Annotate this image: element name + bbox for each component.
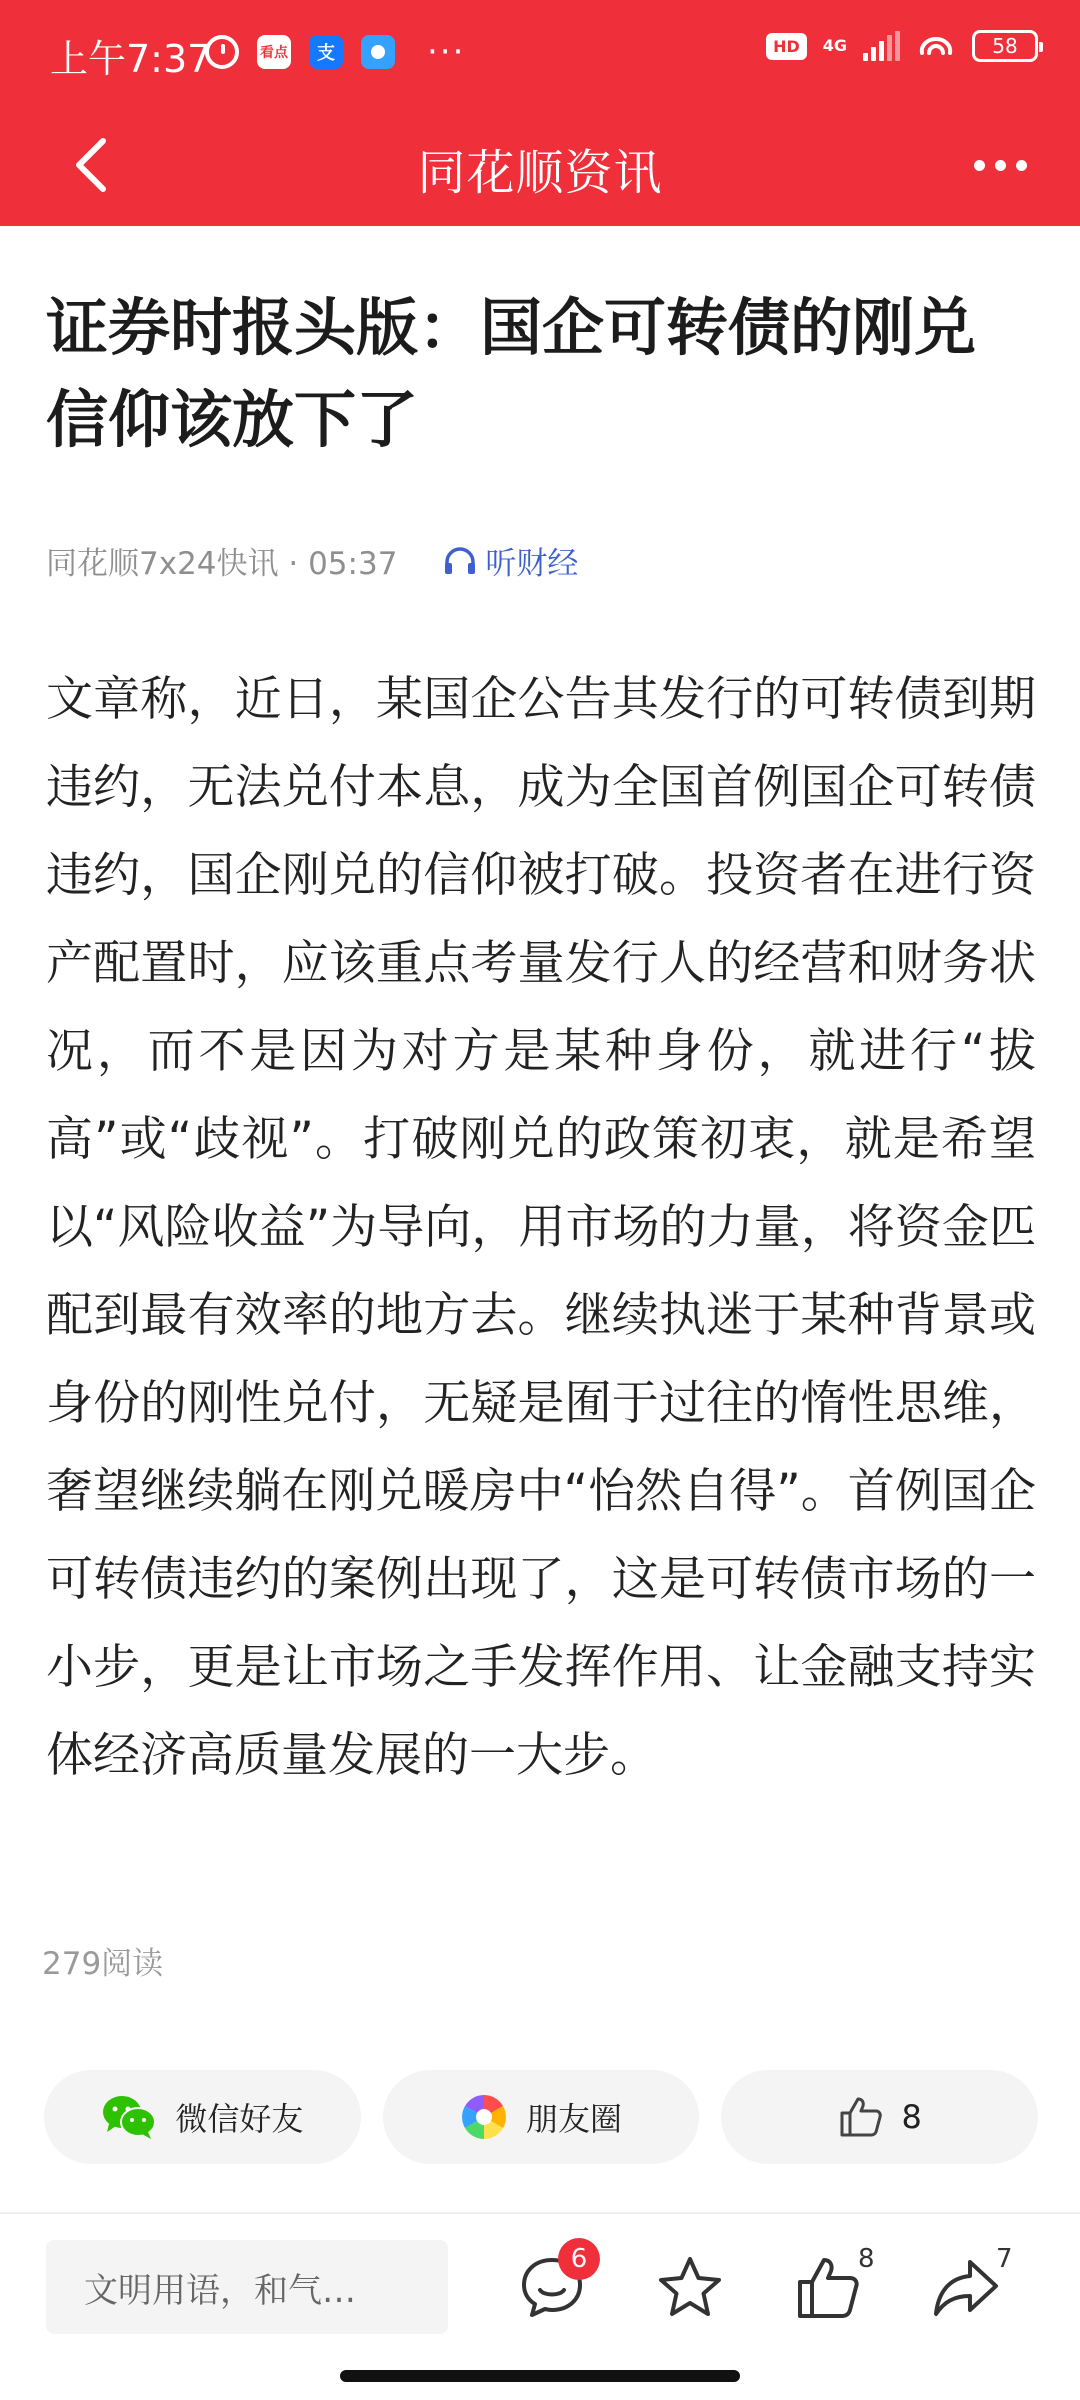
share-moments-button[interactable] xyxy=(383,2070,700,2164)
like-count: 8 xyxy=(901,2098,922,2136)
article-source: 同花顺7x24快讯 · 05:37 xyxy=(46,546,398,582)
thumbs-up-icon[interactable] xyxy=(792,2252,864,2324)
status-bar xyxy=(0,0,1080,105)
blue-app-icon xyxy=(361,35,395,69)
article-body: 文章称，近日，某国企公告其发行的可转债到期违约，无法兑付本息，成为全国首例国企可转债违约，国企刚兑的信仰被打破。投资者在进行资产配置时，应该重点考量发行人的经营和财务状况，而不是因为对方是某种身份，就进行“拔高”或“歧视”。打破刚兑的政策初衷，就是希望以“风险收益”为导向，用市场的力量，将资金匹配到最有效率的地方去。继续执迷于某种背景或身份的刚性兑付，无疑是囿于过往的惰性思维，奢望继续躺在刚兑暖房中“怡然自得”。首例国企可转债违约的案例出现了，这是可转债市场的一小步，更是让市场之手发挥作用、让金融支持实体经济高质量发展的一大步。 xyxy=(46,672,1036,1783)
share-count-label: 7 xyxy=(996,2244,1013,2274)
listen-button[interactable] xyxy=(443,538,578,583)
listen-label: 听财经 xyxy=(485,546,579,582)
read-count: 279阅读 xyxy=(42,1946,164,1982)
star-icon[interactable] xyxy=(654,2252,726,2324)
more-options-button[interactable] xyxy=(960,140,1040,190)
page-title: 同花顺资讯 xyxy=(417,145,663,201)
like-count-label: 8 xyxy=(858,2244,875,2274)
dot-icon xyxy=(974,160,985,171)
signal-strength-icon xyxy=(863,31,900,61)
moments-icon xyxy=(460,2093,508,2141)
article-title: 证券时报头版：国企可转债的刚兑信仰该放下了 xyxy=(46,291,977,456)
more-notifications-icon: ··· xyxy=(427,32,466,72)
home-indicator[interactable] xyxy=(340,2370,740,2382)
share-wechat-label: 微信好友 xyxy=(175,2100,304,2138)
dot-icon xyxy=(995,160,1006,171)
divider xyxy=(0,2212,1080,2214)
status-time: 上午7:37 xyxy=(50,37,212,81)
share-moments-label: 朋友圈 xyxy=(526,2100,623,2138)
kandian-app-icon: 看点 xyxy=(257,35,291,69)
status-notification-icons xyxy=(205,32,465,72)
wechat-icon xyxy=(101,2094,157,2140)
like-button[interactable] xyxy=(721,2070,1038,2164)
article-meta xyxy=(46,538,578,583)
status-system-icons xyxy=(766,30,1038,62)
thumbs-up-icon xyxy=(838,2095,884,2139)
app-header xyxy=(0,0,1080,226)
comment-input[interactable]: 文明用语，和气… xyxy=(46,2240,448,2334)
share-wechat-button[interactable] xyxy=(44,2070,361,2164)
share-arrow-icon[interactable] xyxy=(930,2252,1002,2324)
nav-bar xyxy=(0,110,1080,226)
alarm-icon xyxy=(205,35,239,69)
headphones-icon xyxy=(443,546,477,576)
share-row xyxy=(44,2070,1038,2164)
comment-count-badge: 6 xyxy=(558,2238,600,2280)
dot-icon xyxy=(1016,160,1027,171)
network-type-label: 4G xyxy=(822,36,847,55)
alipay-app-icon: 支 xyxy=(309,35,343,69)
hd-icon: HD xyxy=(766,33,807,60)
hotspot-icon xyxy=(916,31,956,61)
battery-icon: 58 xyxy=(972,30,1038,62)
